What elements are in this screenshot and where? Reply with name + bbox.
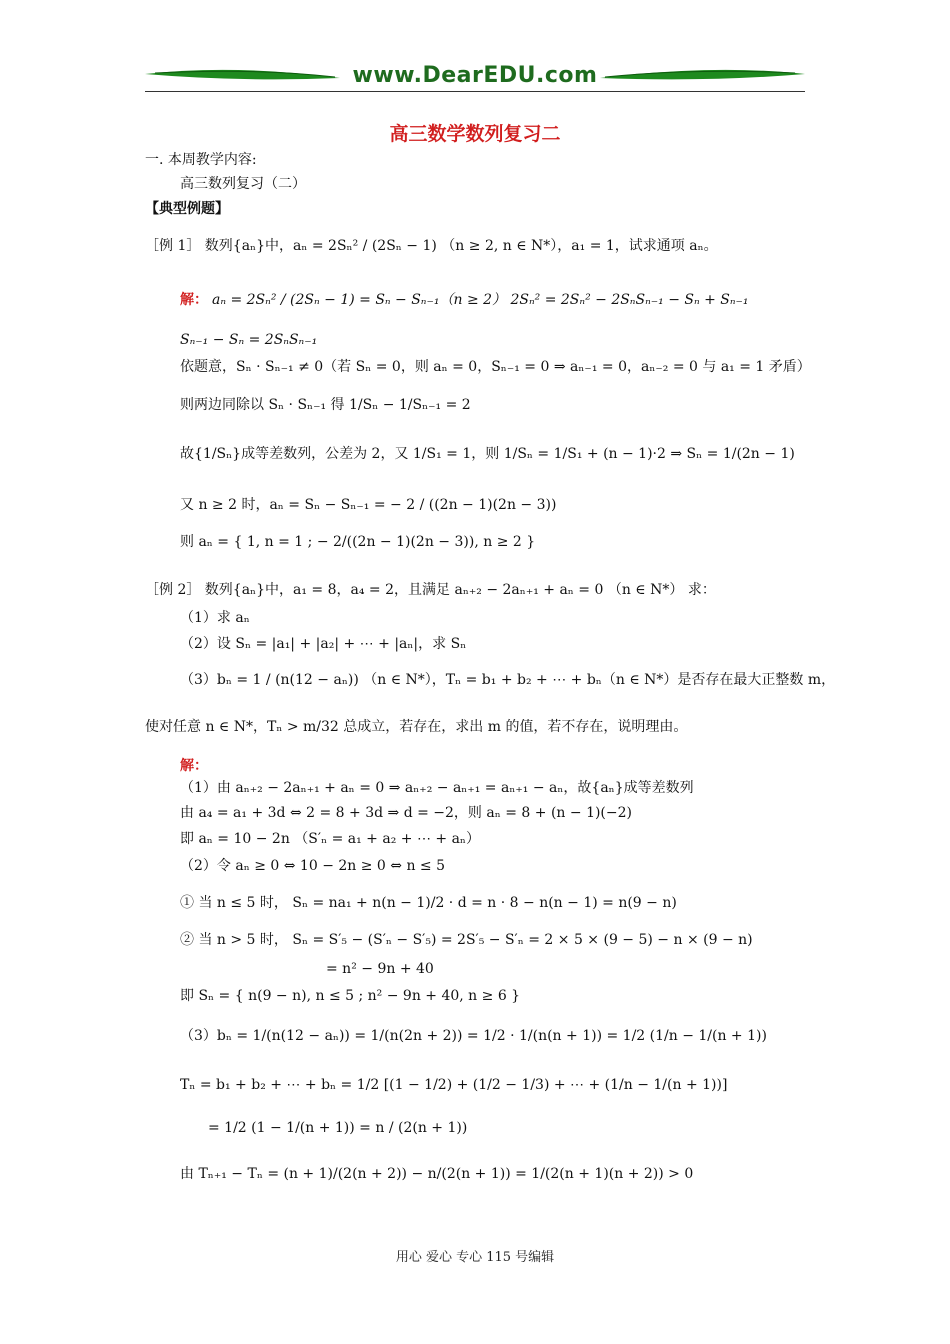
example2-line: = 1/2 (1 − 1/(n + 1)) = n / (2(n + 1))	[208, 1120, 468, 1136]
example2-line: 即 aₙ = 10 − 2n （S′ₙ = a₁ + a₂ + ⋯ + aₙ）	[180, 831, 480, 847]
page-title: 高三数学数列复习二	[389, 123, 561, 145]
example2-statement: ［例 2］ 数列{aₙ}中，a₁ = 8，a₄ = 2，且满足 aₙ₊₂ − 2aₙ₊₁ + aₙ = 0 （n ∈ N*） 求：	[145, 582, 716, 598]
example2-part: （1）求 aₙ	[180, 610, 250, 626]
example1-line: 则 aₙ = { 1, n = 1 ; − 2/((2n − 1)(2n − 3)), n ≥ 2 }	[180, 534, 536, 550]
example2-line: （1）由 aₙ₊₂ − 2aₙ₊₁ + aₙ = 0 ⇒ aₙ₊₂ − aₙ₊₁ = aₙ₊₁ − aₙ，故{aₙ}成等差数列	[180, 780, 694, 796]
example2-line: 由 Tₙ₊₁ − Tₙ = (n + 1)/(2(n + 2)) − n/(2(n + 1)) = 1/(2(n + 1)(n + 2)) > 0	[180, 1166, 694, 1182]
example1-statement: ［例 1］ 数列{aₙ}中，aₙ = 2Sₙ² / (2Sₙ − 1) （n ≥ 2, n ∈ N*），a₁ = 1，试求通项 aₙ。	[145, 238, 718, 254]
header-divider	[145, 91, 805, 92]
example2-line: ② 当 n > 5 时， Sₙ = S′₅ − (S′ₙ − S′₅) = 2S′₅ − S′ₙ = 2 × 5 × (9 − 5) − n × (9 − n)	[180, 932, 753, 948]
page-footer: 用心 爱心 专心 115 号编辑	[395, 1250, 555, 1265]
examples-label: 【典型例题】	[145, 201, 229, 217]
example2-line: Tₙ = b₁ + b₂ + ⋯ + bₙ = 1/2 [(1 − 1/2) + (1/2 − 1/3) + ⋯ + (1/n − 1/(n + 1))]	[180, 1077, 728, 1093]
section-topic: 高三数列复习（二）	[180, 176, 306, 192]
example1-line: Sₙ₋₁ − Sₙ = 2SₙSₙ₋₁	[180, 332, 318, 348]
section-heading: 一. 本周教学内容:	[145, 152, 257, 168]
example2-solution-label: 解：	[180, 758, 208, 774]
example2-line: （3）bₙ = 1/(n(12 − aₙ)) = 1/(n(2n + 2)) = 1/2 · 1/(n(n + 1)) = 1/2 (1/n − 1/(n + 1))	[180, 1028, 767, 1044]
example1-line: 故{1/Sₙ}成等差数列，公差为 2，又 1/S₁ = 1，则 1/Sₙ = 1/S₁ + (n − 1)·2 ⇒ Sₙ = 1/(2n − 1)	[180, 446, 795, 462]
site-header	[145, 60, 805, 94]
site-url: www.DearEDU.com	[352, 63, 598, 88]
example2-part: 使对任意 n ∈ N*，Tₙ > m/32 总成立，若存在，求出 m 的值，若不存在，说明理由。	[145, 719, 688, 735]
example1-line: 则两边同除以 Sₙ · Sₙ₋₁ 得 1/Sₙ − 1/Sₙ₋₁ = 2	[180, 397, 471, 413]
example1-line: 又 n ≥ 2 时，aₙ = Sₙ − Sₙ₋₁ = − 2 / ((2n − 1)(2n − 3))	[180, 497, 557, 513]
example2-line: ① 当 n ≤ 5 时， Sₙ = na₁ + n(n − 1)/2 · d = n · 8 − n(n − 1) = n(9 − n)	[180, 895, 677, 911]
example1-solution-label: 解：	[180, 292, 208, 308]
example2-part: （3）bₙ = 1 / (n(12 − aₙ)) （n ∈ N*），Tₙ = b₁ + b₂ + ⋯ + bₙ（n ∈ N*）是否存在最大正整数 m，	[180, 672, 836, 688]
example1-line: aₙ = 2Sₙ² / (2Sₙ − 1) = Sₙ − Sₙ₋₁（n ≥ 2） 2Sₙ² = 2Sₙ² − 2SₙSₙ₋₁ − Sₙ + Sₙ₋₁	[212, 292, 749, 308]
example1-line: 依题意，Sₙ · Sₙ₋₁ ≠ 0（若 Sₙ = 0，则 aₙ = 0，Sₙ₋₁ = 0 ⇒ aₙ₋₁ = 0，aₙ₋₂ = 0 与 a₁ = 1 矛盾）	[180, 359, 811, 375]
example2-line: = n² − 9n + 40	[326, 961, 434, 977]
example2-line: 由 a₄ = a₁ + 3d ⇔ 2 = 8 + 3d ⇒ d = −2，则 aₙ = 8 + (n − 1)(−2)	[180, 805, 632, 821]
example2-line: 即 Sₙ = { n(9 − n), n ≤ 5 ; n² − 9n + 40, n ≥ 6 }	[180, 988, 521, 1004]
example2-part: （2）设 Sₙ = |a₁| + |a₂| + ⋯ + |aₙ|，求 Sₙ	[180, 636, 467, 652]
example2-line: （2）令 aₙ ≥ 0 ⇔ 10 − 2n ≥ 0 ⇔ n ≤ 5	[180, 858, 446, 874]
